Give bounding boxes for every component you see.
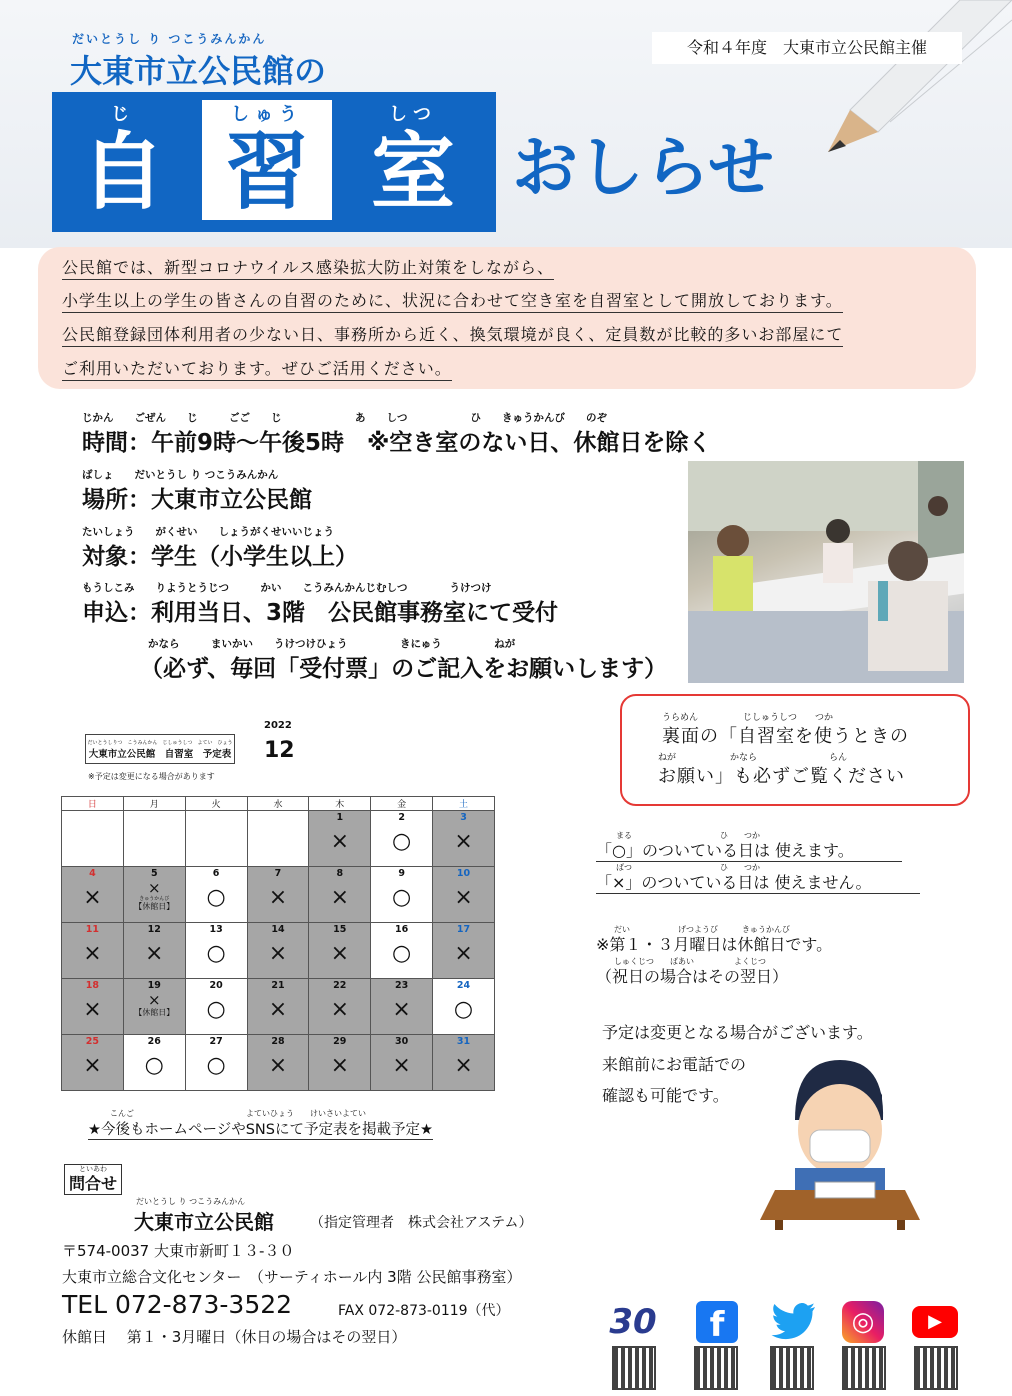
study-room-illustration	[688, 461, 964, 683]
calendar-day-cell	[433, 923, 495, 979]
closed-day-label: 【休館日】	[134, 1008, 175, 1017]
availability-mark: ×	[83, 941, 102, 966]
qr-code-youtube[interactable]	[914, 1346, 958, 1390]
title-banner	[52, 92, 496, 232]
apply-note: （必ず、毎回「受付票」のご記入をお願いします）	[140, 656, 668, 682]
availability-mark: ×	[83, 997, 102, 1022]
org-title: 大東市立公民館の	[70, 52, 327, 90]
sponsor-label: 令和４年度 大東市立公民館主催	[652, 32, 962, 64]
calendar-week-row	[62, 979, 495, 1035]
notice-line: お願い」も必ずご覧ください	[658, 766, 905, 787]
qr-code-facebook[interactable]	[694, 1346, 738, 1390]
calendar-day-cell	[185, 979, 247, 1035]
availability-mark: ×	[454, 885, 473, 910]
calendar-day-cell	[433, 979, 495, 1035]
day-number: 26	[147, 1036, 161, 1047]
availability-mark: ×	[268, 941, 288, 966]
contact-badge: といあわ 問合せ	[64, 1164, 122, 1195]
day-number: 12	[147, 924, 161, 935]
day-number: 24	[456, 980, 471, 991]
availability-mark: ×	[330, 885, 350, 910]
availability-mark: ×	[454, 829, 473, 854]
calendar-day-cell	[123, 923, 185, 979]
calendar-label-box	[85, 734, 235, 764]
place-info: 場所：大東市立公民館	[82, 487, 312, 513]
title-char-ji: じ 自	[80, 104, 165, 221]
weekday-header: 火	[185, 797, 247, 811]
availability-mark: ×	[83, 885, 102, 910]
day-number: 29	[333, 1036, 347, 1047]
intro-box	[38, 247, 976, 389]
calendar-label-ruby: だいとうしりつ こうみんかん じしゅうしつ よてい ひょう	[87, 740, 233, 746]
calendar-day-cell	[247, 923, 309, 979]
day-number	[124, 811, 185, 824]
weekday-header: 土	[433, 797, 495, 811]
calendar-day-cell	[371, 979, 433, 1035]
place-ruby: ばしょ だいとうし り つこうみんかん	[82, 469, 279, 481]
availability-mark: ×	[268, 885, 288, 910]
change-note: 予定は変更となる場合がございます。	[602, 1023, 873, 1042]
day-number: 15	[333, 924, 347, 935]
day-number: 13	[209, 924, 223, 935]
studying-student-illustration	[755, 1050, 925, 1230]
legend-ruby: しゅくじつ ばあい よくじつ	[614, 957, 766, 966]
calendar-day-cell	[185, 811, 247, 867]
contact-closed-days: 休館日 第１・3月曜日（休日の場合はその翌日）	[62, 1328, 407, 1346]
day-number: 28	[271, 1036, 285, 1047]
contact-name: 大東市立公民館	[134, 1210, 274, 1234]
contact-building: 大東市立総合文化センター （サーティホール内 3階 公民館事務室）	[62, 1268, 522, 1286]
day-number: 7	[274, 868, 282, 879]
title-char-shu: しゅう 習	[202, 100, 332, 220]
calendar-week-row	[62, 1035, 495, 1091]
day-number: 17	[456, 924, 471, 935]
calendar-day-cell	[247, 867, 309, 923]
availability-mark: ×	[330, 1053, 350, 1078]
availability-mark: ×	[392, 1053, 411, 1078]
calendar-week-row	[62, 811, 495, 867]
day-number: 14	[271, 924, 285, 935]
twitter-bird-icon	[770, 1303, 816, 1341]
availability-mark: ○	[206, 997, 226, 1022]
availability-mark: ×	[268, 1053, 288, 1078]
day-number: 31	[456, 1036, 471, 1047]
closed-day-note: ※第１・３月曜日は休館日です。	[596, 935, 833, 954]
availability-mark: ○	[392, 941, 412, 966]
notice-ruby: うらめん じしゅうしつ つか	[662, 713, 834, 723]
calendar-day-cell	[62, 979, 124, 1035]
day-number: 4	[89, 868, 96, 879]
availability-mark: ×	[83, 1053, 102, 1078]
legend-ruby: まる ひ つか	[616, 831, 760, 840]
instagram-icon[interactable]: ◎	[838, 1300, 888, 1344]
title-char-shitsu: しつ 室	[370, 104, 455, 221]
calendar-note: ※予定は変更になる場合があります	[88, 772, 215, 781]
availability-mark: ×	[454, 941, 473, 966]
day-number: 30	[395, 1036, 409, 1047]
day-number: 16	[395, 924, 409, 935]
target-ruby: たいしょう がくせい しょうがくせいいじょう	[82, 526, 334, 538]
calendar-day-cell	[371, 811, 433, 867]
qr-code-instagram[interactable]	[842, 1346, 886, 1390]
availability-mark: ○	[206, 1053, 226, 1078]
availability-mark: ○	[206, 885, 226, 910]
legend-cross: 「×」のついている日は 使えません。	[596, 870, 920, 894]
sns-note: ★今後もホームページやSNSにて予定表を掲載予定★	[88, 1118, 433, 1140]
calendar-day-cell	[185, 1035, 247, 1091]
contact-fax: FAX 072-873-0119（代）	[338, 1303, 510, 1319]
contact-manager: （指定管理者 株式会社アステム）	[310, 1215, 533, 1231]
contact-name-ruby: だいとうし り つこうみんかん	[136, 1197, 246, 1206]
weekday-header: 水	[247, 797, 309, 811]
calendar-day-cell	[247, 811, 309, 867]
day-number: 21	[271, 980, 285, 991]
intro-line: 小学生以上の学生の皆さんの自習のために、状況に合わせて空き室を自習室として開放しております。	[62, 290, 843, 313]
intro-line: ご利用いただいております。ぜひご活用ください。	[62, 358, 452, 381]
availability-mark: ×	[145, 941, 164, 966]
day-number: 3	[460, 812, 467, 823]
day-number: 20	[209, 980, 223, 991]
time-info: 時間：午前9時～午後5時 ※空き室のない日、休館日を除く	[82, 430, 712, 456]
day-number: 8	[336, 868, 344, 879]
day-number: 6	[212, 868, 220, 879]
change-note: 来館前にお電話での	[602, 1055, 747, 1074]
calendar-day-cell	[123, 867, 185, 923]
calendar-day-cell	[371, 923, 433, 979]
weekday-header: 金	[371, 797, 433, 811]
day-number: 19	[147, 980, 161, 991]
availability-mark: ×	[330, 941, 350, 966]
time-ruby: じかん ごぜん じ ごご じ あ しつ ひ きゅうかんび のぞ	[82, 412, 607, 424]
calendar-day-cell	[371, 1035, 433, 1091]
day-number: 22	[333, 980, 347, 991]
contact-address: 〒574-0037 大東市新町１３-３０	[62, 1242, 295, 1260]
title-ruby: だいとうし り つこうみんかん	[72, 32, 267, 46]
availability-mark: ○	[206, 941, 226, 966]
pencil-icon	[790, 0, 1012, 170]
legend-ruby: ばつ ひ つか	[616, 863, 760, 872]
qr-code-homepage[interactable]	[612, 1346, 656, 1390]
day-number: 27	[209, 1036, 223, 1047]
intro-line: 公民館では、新型コロナウイルス感染拡大防止対策をしながら、	[62, 257, 554, 280]
calendar-day-cell	[62, 811, 124, 867]
availability-mark: ○	[453, 997, 474, 1022]
calendar-day-cell	[185, 923, 247, 979]
calendar-day-cell	[309, 1035, 371, 1091]
day-number: 11	[85, 924, 100, 935]
twitter-icon[interactable]	[768, 1300, 818, 1344]
calendar-day-cell	[371, 867, 433, 923]
qr-code-twitter[interactable]	[770, 1346, 814, 1390]
day-number: 1	[336, 812, 344, 823]
calendar-day-cell	[123, 1035, 185, 1091]
calendar-day-cell	[62, 867, 124, 923]
intro-line: 公民館登録団体利用者の少ない日、事務所から近く、換気環境が良く、定員数が比較的多いお部屋にて	[62, 324, 843, 347]
calendar-day-cell	[123, 811, 185, 867]
calendar-month: 12	[264, 738, 295, 763]
calendar-day-cell	[247, 1035, 309, 1091]
calendar-day-cell	[433, 1035, 495, 1091]
day-number: 9	[398, 868, 405, 879]
calendar-day-cell	[62, 1035, 124, 1091]
calendar-week-row	[62, 867, 495, 923]
legend-ruby: だい げつようび きゅうかんび	[614, 925, 790, 934]
apply-info: 申込：利用当日、3階 公民館事務室にて受付	[82, 600, 559, 626]
availability-mark: ×	[454, 1053, 473, 1078]
availability-mark: ×	[392, 997, 411, 1022]
schedule-calendar	[61, 796, 495, 1091]
day-number: 2	[398, 812, 405, 823]
facebook-icon[interactable]: f	[692, 1300, 742, 1344]
weekday-header: 月	[123, 797, 185, 811]
calendar-day-cell	[309, 811, 371, 867]
anniversary-30-icon[interactable]: 30	[609, 1302, 657, 1342]
legend-circle: 「○」のついている日は 使えます。	[596, 838, 902, 862]
calendar-day-cell	[185, 867, 247, 923]
availability-mark: ×	[330, 997, 350, 1022]
calendar-week-row	[62, 923, 495, 979]
note-ruby: かなら まいかい うけつけひょう きにゅう ねが	[148, 638, 516, 650]
availability-mark: ×	[147, 991, 161, 1009]
notice-ruby: ねが かなら らん	[658, 753, 848, 763]
oshirase-title: おしらせ	[512, 129, 775, 206]
closed-day-label: 【休館日】	[134, 902, 175, 911]
availability-mark: ○	[144, 1053, 164, 1078]
day-number: 10	[456, 868, 471, 879]
notice-line: 裏面の「自習室を使うときの	[662, 726, 909, 747]
calendar-day-cell	[309, 867, 371, 923]
availability-mark: ○	[392, 829, 412, 854]
calendar-day-cell	[309, 923, 371, 979]
weekday-header: 日	[62, 797, 124, 811]
study-room-photo	[688, 461, 964, 683]
calendar-day-cell	[247, 979, 309, 1035]
day-number	[62, 811, 123, 824]
availability-mark: ×	[330, 829, 350, 854]
availability-mark: ×	[268, 997, 288, 1022]
weekday-header: 木	[309, 797, 371, 811]
target-info: 対象：学生（小学生以上）	[82, 544, 358, 570]
availability-mark: ○	[392, 885, 412, 910]
calendar-day-cell	[433, 811, 495, 867]
youtube-icon[interactable]: ▶	[910, 1300, 960, 1344]
day-number	[248, 811, 309, 824]
availability-mark: ×	[147, 879, 161, 897]
calendar-day-cell	[123, 979, 185, 1035]
holiday-note: （祝日の場合はその翌日）	[596, 967, 789, 986]
closed-day-ruby: きゅうかんび	[139, 896, 170, 902]
day-number	[186, 811, 247, 824]
day-number: 25	[85, 1036, 100, 1047]
sns-note-ruby: こんご よていひょう けいさいよてい	[110, 1109, 366, 1118]
contact-tel: TEL 072-873-3522	[62, 1290, 293, 1319]
day-number: 18	[85, 980, 100, 991]
calendar-day-cell	[433, 867, 495, 923]
calendar-year: 2022	[264, 720, 292, 731]
day-number: 5	[150, 868, 158, 879]
calendar-day-cell	[62, 923, 124, 979]
back-side-notice	[620, 694, 970, 806]
apply-ruby: もうしこみ りようとうじつ かい こうみんかんじむしつ うけつけ	[82, 582, 492, 594]
calendar-day-cell	[309, 979, 371, 1035]
calendar-label: 大東市立公民館 自習室 予定表	[88, 749, 232, 760]
change-note: 確認も可能です。	[602, 1086, 729, 1105]
day-number: 23	[395, 980, 409, 991]
